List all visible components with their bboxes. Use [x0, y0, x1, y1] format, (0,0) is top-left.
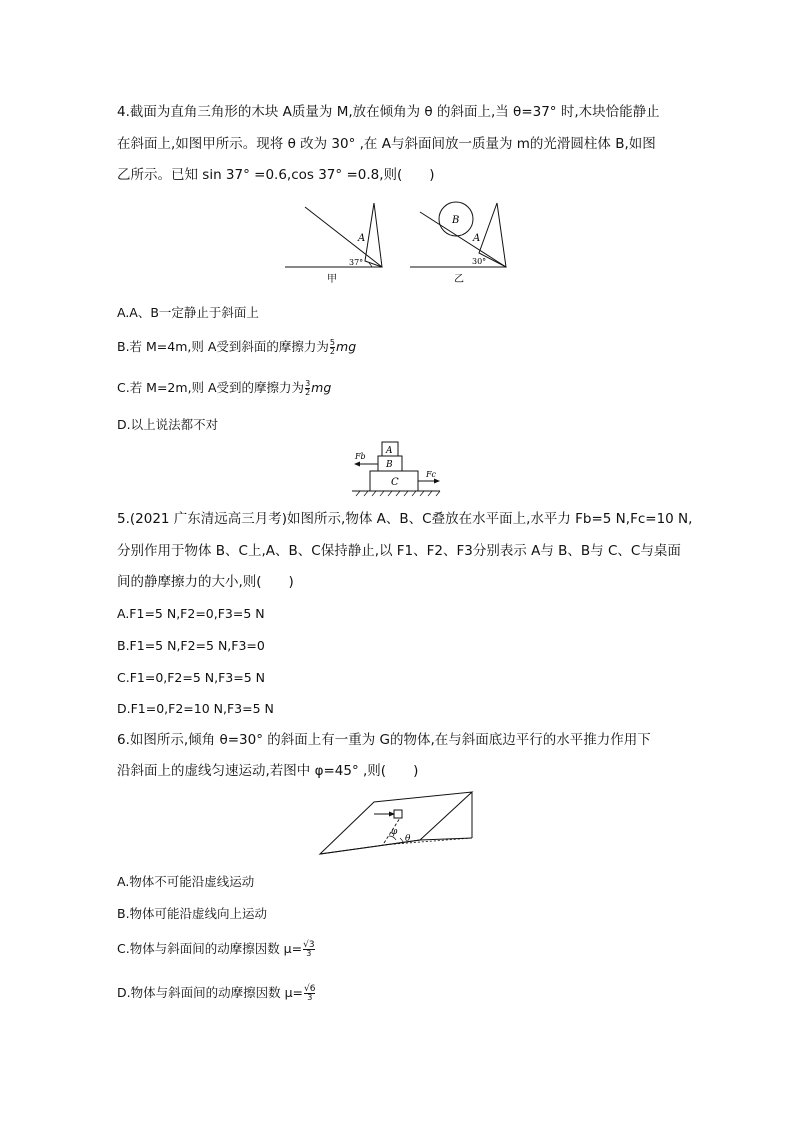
object-box — [394, 810, 402, 818]
q4-option-b-text: B.若 M=4m,则 A受到斜面的摩擦力为 — [117, 339, 329, 354]
q5-option-b: B.F1=5 N,F2=5 N,F3=0 — [117, 638, 265, 653]
yi-ball-label: B — [452, 215, 460, 226]
figure-incline — [318, 790, 478, 860]
figure-yi — [410, 195, 520, 285]
label-fc: Fc — [426, 470, 437, 479]
figure-jia — [285, 195, 405, 285]
q6-option-c — [117, 940, 316, 958]
q5-line-2: 分别作用于物体 B、C上,A、B、C保持静止,以 F1、F2、F3分别表示 A与 B、B与 C、C与桌面 — [117, 543, 681, 559]
q4-option-b-unit: mg — [336, 339, 357, 354]
q6-option-d — [117, 984, 316, 1002]
q6-option-a: A.物体不可能沿虚线运动 — [117, 874, 255, 889]
q5-option-a: A.F1=5 N,F2=0,F3=5 N — [117, 606, 265, 621]
phi-label: φ — [391, 827, 398, 837]
q4-line-2: 在斜面上,如图甲所示。现将 θ 改为 30° ,在 A与斜面间放一质量为 m的光滑圆柱体 B,如图 — [117, 136, 656, 152]
q4-option-c-text: C.若 M=2m,则 A受到的摩擦力为 — [117, 380, 305, 395]
q6-option-d-text: D.物体与斜面间的动摩擦因数 μ= — [117, 985, 303, 1000]
yi-caption: 乙 — [454, 274, 464, 285]
jia-caption: 甲 — [327, 274, 337, 285]
q4-option-c-numerator: 3 — [305, 379, 311, 388]
theta-label: θ — [405, 834, 411, 844]
q4-option-b-numerator: 5 — [329, 338, 336, 347]
q4-option-c — [117, 379, 331, 397]
yi-angle-label: 30° — [472, 257, 487, 266]
q4-line-1: 4.截面为直角三角形的木块 A质量为 M,放在倾角为 θ 的斜面上,当 θ=37° 时,木块恰能静止 — [117, 104, 660, 120]
q5-line-3: 间的静摩擦力的大小,则( ) — [117, 574, 294, 590]
q4-option-c-unit: mg — [311, 380, 332, 395]
q6-option-c-text: C.物体与斜面间的动摩擦因数 μ= — [117, 941, 303, 956]
q4-option-b-denominator: 2 — [329, 347, 336, 356]
q5-option-d: D.F1=0,F2=10 N,F3=5 N — [117, 701, 274, 716]
figure-stacked-blocks — [352, 441, 442, 501]
label-b: B — [386, 460, 393, 470]
label-c: C — [391, 477, 399, 488]
q4-option-b — [117, 338, 356, 356]
q6-option-d-numerator: √6 — [304, 984, 316, 994]
q6-option-c-denominator: 3 — [306, 949, 312, 958]
q4-option-d: D.以上说法都不对 — [117, 417, 219, 432]
q5-line-1: 5.(2021 广东清远高三月考)如图所示,物体 A、B、C叠放在水平面上,水平力 Fb=5 N,Fc=10 N, — [117, 511, 693, 527]
jia-block-label: A — [358, 233, 366, 244]
q6-option-b: B.物体可能沿虚线向上运动 — [117, 906, 268, 921]
q4-option-c-denominator: 2 — [305, 388, 311, 397]
q6-option-d-denominator: 3 — [307, 993, 313, 1002]
label-fb: Fb — [355, 452, 366, 461]
label-a: A — [386, 446, 393, 456]
jia-angle-label: 37° — [349, 258, 364, 267]
q6-option-c-numerator: √3 — [303, 940, 315, 950]
q4-option-a: A.A、B一定静止于斜面上 — [117, 305, 259, 320]
q6-line-1: 6.如图所示,倾角 θ=30° 的斜面上有一重为 G的物体,在与斜面底边平行的水平推力作用下 — [117, 732, 651, 748]
q5-option-c: C.F1=0,F2=5 N,F3=5 N — [117, 670, 266, 685]
q4-line-3: 乙所示。已知 sin 37° =0.6,cos 37° =0.8,则( ) — [117, 167, 435, 183]
yi-block-label: A — [473, 233, 481, 244]
q6-line-2: 沿斜面上的虚线匀速运动,若图中 φ=45° ,则( ) — [117, 763, 419, 779]
